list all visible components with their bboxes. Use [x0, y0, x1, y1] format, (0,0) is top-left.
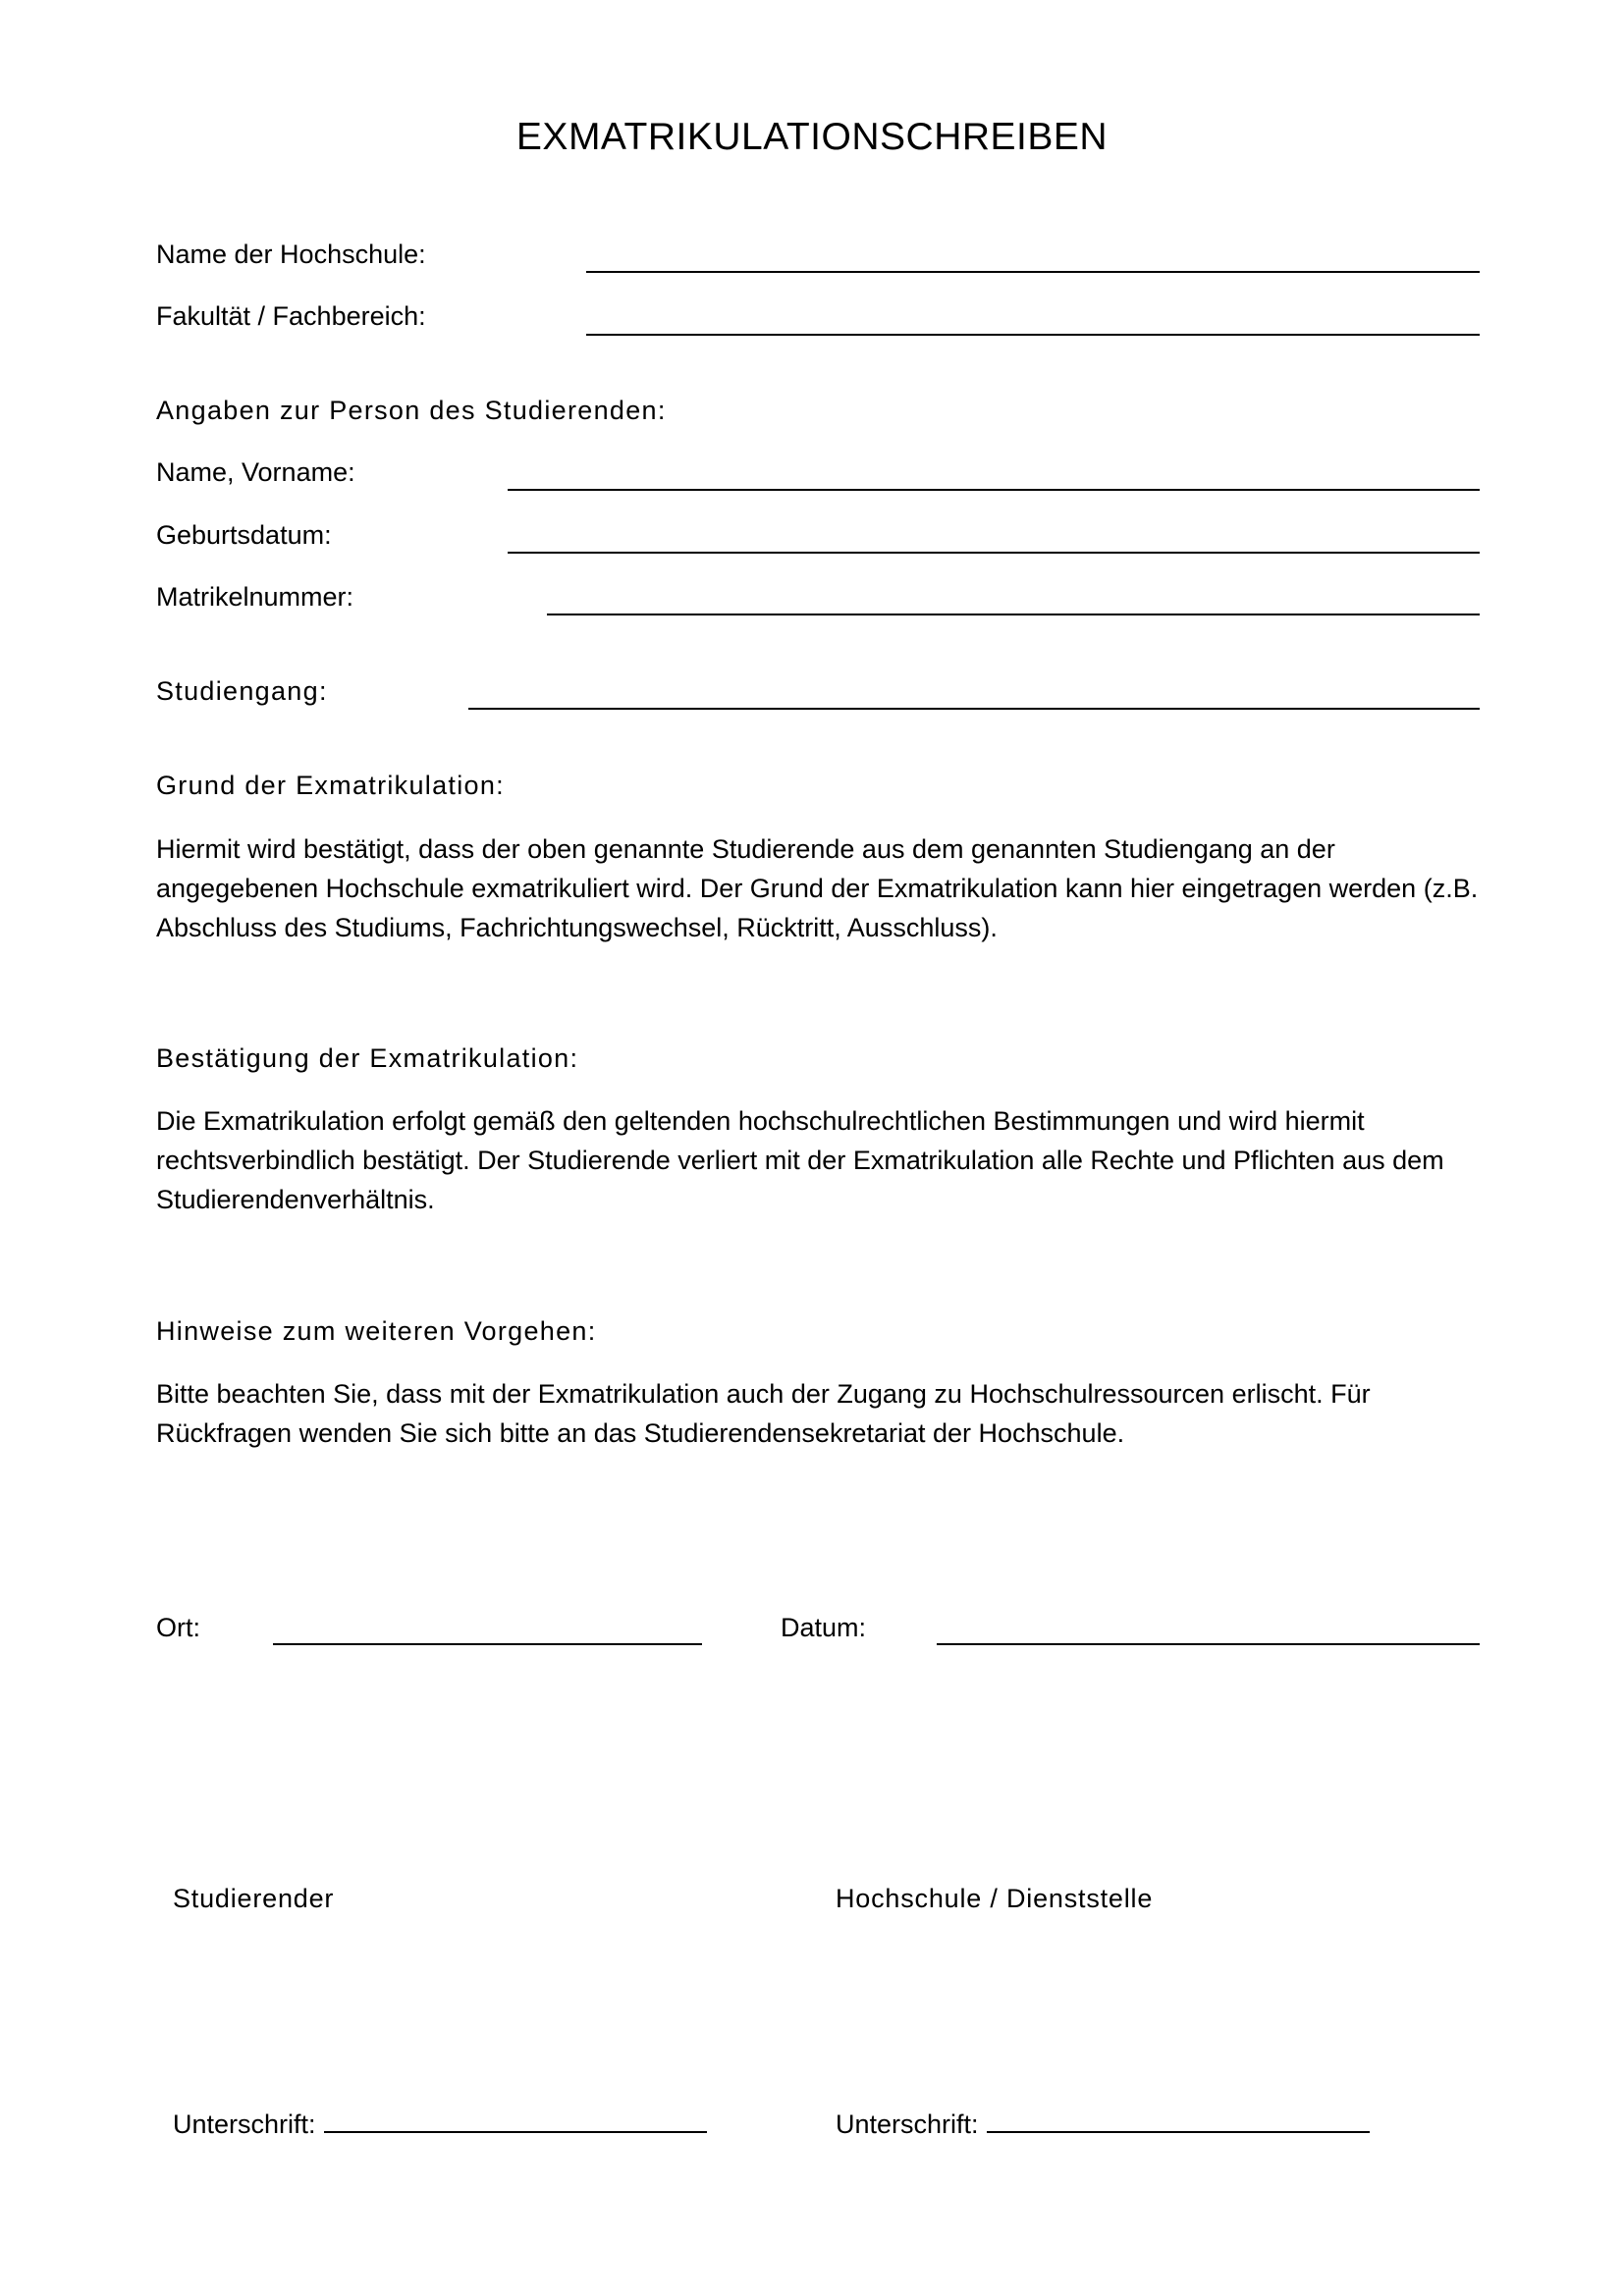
hinweise-text: Bitte beachten Sie, dass mit der Exmatrikulation auch der Zugang zu Hochschulressourcen erlischt. Für Rückfragen wenden Sie sich bitte an das Studierendensekretariat der Hochschule.: [156, 1379, 1371, 1448]
grund-text: Hiermit wird bestätigt, dass der oben genannte Studierende aus dem genannten Studiengang an der angegebenen Hochschule exmatrikuliert wird. Der Grund der Exmatrikulation kann hier eingetragen werden (z.B. Abschluss des Studiums, Fachrichtungswechsel, Rücktritt, Ausschluss).: [156, 834, 1479, 942]
office-signature-heading: Hochschule / Dienststelle: [836, 1884, 1154, 1913]
person-heading: Angaben zur Person des Studierenden:: [156, 396, 667, 425]
hinweise-heading: Hinweise zum weiteren Vorgehen:: [156, 1316, 597, 1346]
name-field[interactable]: [508, 489, 1480, 491]
fakultaet-field[interactable]: [586, 334, 1480, 336]
office-signature-field[interactable]: [987, 2104, 1370, 2133]
student-signature-heading: Studierender: [173, 1884, 335, 1913]
student-signature-label: Unterschrift:: [173, 2109, 316, 2139]
document-title: EXMATRIKULATIONSCHREIBEN: [515, 116, 1109, 158]
office-signature-row: [836, 2104, 1370, 2140]
ort-field[interactable]: [273, 1643, 702, 1645]
student-signature-row: [173, 2104, 707, 2140]
fakultaet-label: Fakultät / Fachbereich:: [156, 301, 426, 331]
studiengang-field[interactable]: [468, 708, 1480, 710]
datum-field[interactable]: [937, 1643, 1480, 1645]
name-label: Name, Vorname:: [156, 457, 355, 487]
student-signature-field[interactable]: [324, 2104, 707, 2133]
ort-label: Ort:: [156, 1613, 200, 1642]
grund-heading: Grund der Exmatrikulation:: [156, 771, 505, 800]
birthdate-field[interactable]: [508, 552, 1480, 554]
bestaetigung-text: Die Exmatrikulation erfolgt gemäß den geltenden hochschulrechtlichen Bestimmungen und wird hiermit rechtsverbindlich bestätigt. Der Studierende verliert mit der Exmatrikulation alle Rechte und Pflichten aus dem Studierendenverhältnis.: [156, 1106, 1444, 1214]
hochschule-label: Name der Hochschule:: [156, 240, 426, 269]
office-signature-label: Unterschrift:: [836, 2109, 979, 2139]
datum-label: Datum:: [781, 1613, 867, 1642]
birthdate-label: Geburtsdatum:: [156, 520, 332, 550]
studiengang-label: Studiengang:: [156, 676, 328, 706]
hochschule-field[interactable]: [586, 271, 1480, 273]
matrikel-label: Matrikelnummer:: [156, 582, 354, 612]
matrikel-field[interactable]: [547, 614, 1480, 615]
bestaetigung-heading: Bestätigung der Exmatrikulation:: [156, 1043, 579, 1073]
